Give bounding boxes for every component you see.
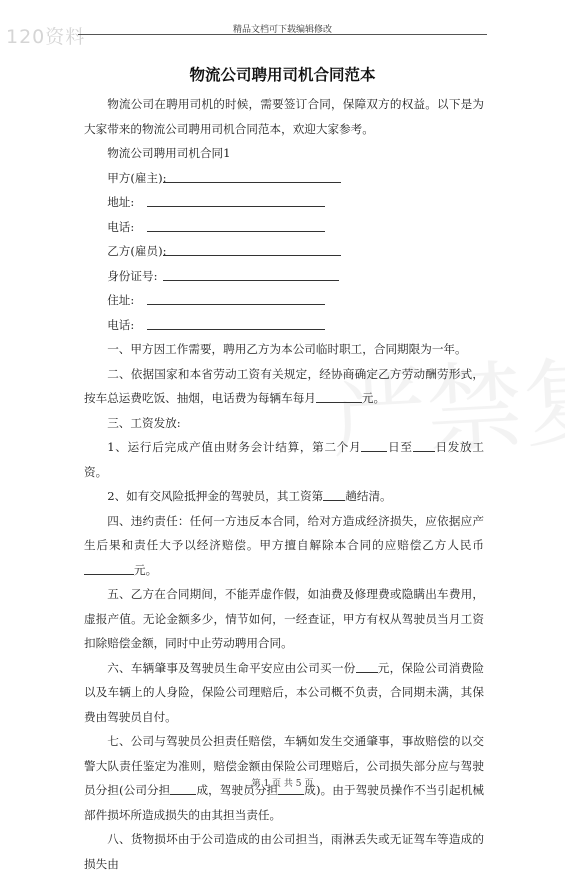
field-party-b: [84, 239, 484, 264]
page-footer: 第 1 页 共 5 页: [251, 779, 314, 789]
clause-3-2: [84, 484, 484, 509]
clause-text: 日发放工资。: [84, 440, 484, 479]
clause-text: 元，保险公司消费险以及车辆上的人身险，保险公司理赔后，本公司概不负责，合同期未满，其保费由驾驶员自付。: [84, 660, 484, 724]
field-label: 电话:: [107, 219, 135, 234]
blank-line: [147, 193, 325, 207]
clause-8: 八、货物损坏由于公司造成的由公司担当，雨淋丢失或无证驾车等造成的损失由: [84, 832, 484, 871]
field-label: 甲方(雇主):: [107, 170, 167, 185]
clause-text: 元。: [361, 391, 386, 405]
clause-3: 三、工资发放:: [107, 415, 181, 430]
blank-line: [356, 660, 378, 673]
intro-paragraph: 物流公司在聘用司机的时候，需要签订合同，保障双方的权益。以下是为大家带来的物流公司聘用司机合同范本，欢迎大家参考。: [84, 97, 484, 136]
blank-line: [323, 488, 345, 501]
document-title: 物流公司聘用司机合同范本: [189, 65, 376, 84]
clause-6: [84, 656, 484, 730]
header-divider: [78, 34, 487, 35]
field-label: 身份证号:: [107, 268, 158, 283]
blank-line: [361, 439, 387, 452]
blank-line: [316, 390, 362, 403]
clause-text: 四、违约责任：任何一方违反本合同，给对方造成经济损失，应依据应产生后果和责任大予以经济赔偿。甲方擅自解除本合同的应赔偿乙方人民币: [84, 513, 484, 552]
field-label: 住址:: [107, 293, 135, 307]
blank-line: [163, 242, 341, 256]
blank-line: [163, 169, 341, 183]
field-residence: [84, 288, 484, 313]
field-id-number: [84, 264, 484, 289]
clause-text: 六、车辆肇事及驾驶员生命平安应由公司买一份: [107, 660, 356, 675]
field-phone: [84, 215, 484, 240]
clause-text: 成，驾驶员分担: [196, 783, 279, 797]
field-label: 地址:: [107, 195, 135, 209]
blank-line: [163, 267, 339, 281]
contract-heading: 物流公司聘用司机合同1: [107, 146, 231, 160]
clause-5: 五、乙方在合同期间，不能弄虚作假，如油费及修理费或隐瞒出车费用，虚报产值。无论金额多少，情节如何，一经查证，甲方有权从驾驶员当月工资扣除赔偿金额，同时中止劳动聘用合同。: [84, 587, 484, 650]
clause-text: 七、公司与驾驶员公担责任赔偿，车辆如发生交通肇事，事故赔偿的以交警大队责任鉴定为准则，赔偿金额由保险公司理赔后，公司损失部分应与驾驶员分担(公司分担: [84, 734, 484, 797]
clause-text: 1、运行后完成产值由财务会计结算，第二个月: [107, 440, 362, 454]
clause-text: 趟结清。: [345, 489, 392, 503]
clause-3-1: [84, 435, 484, 484]
blank-line: [147, 316, 325, 330]
blank-line: [413, 439, 435, 452]
blank-line: [147, 218, 325, 232]
blank-line: [84, 562, 134, 575]
field-label: 乙方(雇员):: [107, 244, 167, 258]
clause-text: 成)。由于驾驶员操作不当引起机械部件损坏所造成损失的由其担当责任。: [84, 783, 484, 822]
page-header: 精品文档可下载编辑修改: [232, 25, 332, 35]
clause-4: [84, 509, 484, 583]
field-label: 电话:: [107, 317, 135, 332]
field-address: [84, 190, 484, 215]
document-body: [84, 92, 484, 876]
clause-text: 元。: [134, 562, 158, 577]
field-party-a: [84, 166, 484, 191]
clause-text: 2、如有交风险抵押金的驾驶员，其工资第: [107, 489, 324, 503]
clause-2: [84, 362, 484, 411]
clause-text: 日至: [387, 440, 413, 454]
field-phone-b: [84, 313, 484, 338]
clause-1: 一、甲方因工作需要，聘用乙方为本公司临时职工，合同期限为一年。: [107, 342, 467, 356]
blank-line: [147, 291, 325, 305]
clause-text: 二、依据国家和本省劳动工资有关规定，经协商确定乙方劳动酬劳形式，按车总运费吃饭、抽烟，电话费为每辆车每月: [84, 366, 484, 405]
corner-watermark: 120资料: [6, 26, 86, 48]
